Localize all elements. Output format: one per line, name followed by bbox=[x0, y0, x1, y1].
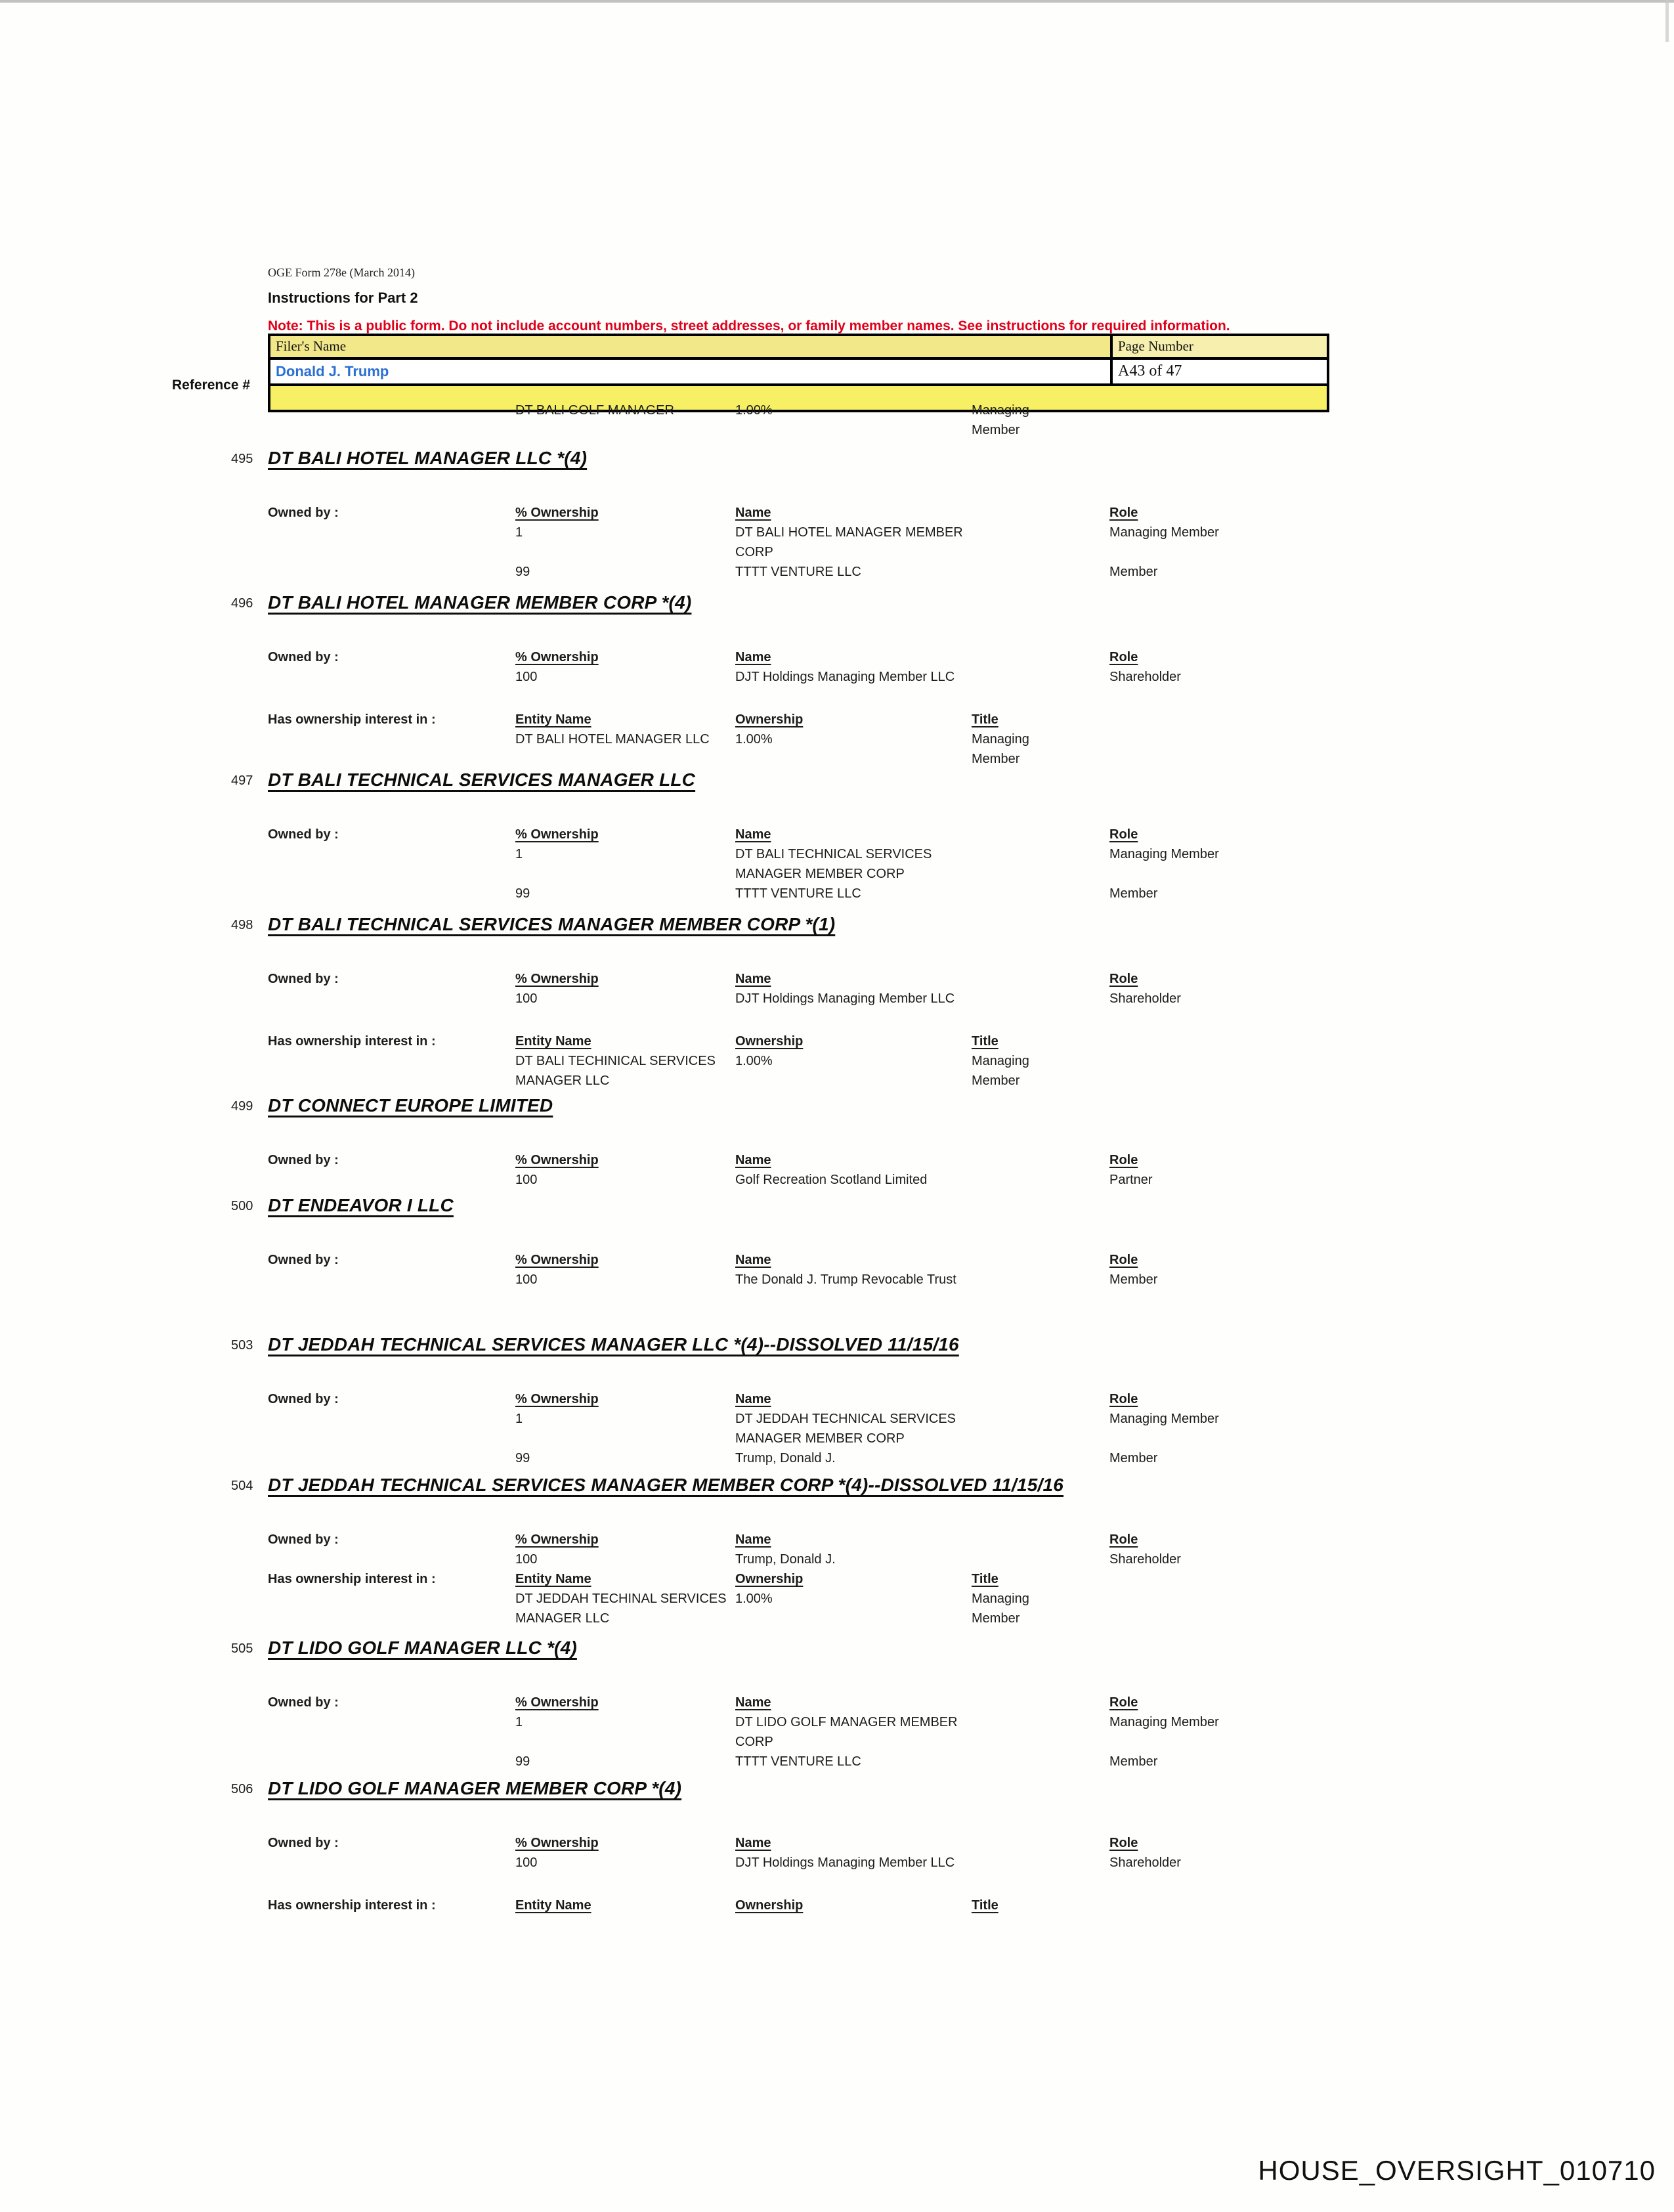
owned-by-label: Owned by : bbox=[268, 1392, 339, 1406]
role-header: Role bbox=[1109, 972, 1138, 986]
name-header: Name bbox=[735, 1836, 771, 1850]
role-cell: Managing Member bbox=[1109, 1715, 1219, 1729]
role-header: Role bbox=[1109, 1153, 1138, 1167]
entity-heading: DT BALI TECHNICAL SERVICES MANAGER LLC bbox=[268, 770, 696, 790]
entity-section-505 bbox=[0, 1637, 1674, 1771]
filer-name-label: Filer's Name bbox=[276, 338, 347, 354]
owner-row bbox=[268, 1409, 1674, 1448]
entity-section-506 bbox=[0, 1778, 1674, 1915]
role-cell: Shareholder bbox=[1109, 670, 1181, 684]
owned-by-header-row bbox=[268, 1389, 1674, 1409]
ownership-cell: 1.00% bbox=[735, 403, 773, 418]
interest-header-row bbox=[268, 1031, 1674, 1051]
has-interest-label: Has ownership interest in : bbox=[268, 1898, 436, 1913]
title-header: Title bbox=[972, 1034, 998, 1049]
owned-by-header-row bbox=[268, 1693, 1674, 1712]
owner-row bbox=[268, 1712, 1674, 1752]
has-interest-label: Has ownership interest in : bbox=[268, 1572, 436, 1586]
ownership-header: Ownership bbox=[735, 1034, 804, 1049]
entity-name-header: Entity Name bbox=[515, 1034, 591, 1049]
owned-by-label: Owned by : bbox=[268, 1532, 339, 1547]
owned-by-label: Owned by : bbox=[268, 1153, 339, 1167]
role-header: Role bbox=[1109, 1836, 1138, 1850]
pct-cell: 1 bbox=[515, 1412, 523, 1426]
owned-by-label: Owned by : bbox=[268, 972, 339, 986]
role-cell: Shareholder bbox=[1109, 1855, 1181, 1870]
role-header: Role bbox=[1109, 1695, 1138, 1710]
continuation-row bbox=[515, 401, 1674, 440]
entity-number: 503 bbox=[231, 1338, 253, 1353]
owned-by-label: Owned by : bbox=[268, 1253, 339, 1267]
owner-row bbox=[268, 1170, 1674, 1190]
entity-name-header: Entity Name bbox=[515, 1898, 591, 1913]
owner-row bbox=[268, 562, 1674, 582]
filer-table-header-row bbox=[270, 336, 1327, 360]
owned-by-header-row bbox=[268, 647, 1674, 667]
section-heading bbox=[231, 914, 1674, 935]
owner-row bbox=[268, 844, 1674, 884]
owner-row bbox=[268, 1270, 1674, 1290]
role-cell: Member bbox=[1109, 1754, 1158, 1769]
interest-header-row bbox=[268, 1569, 1674, 1589]
entity-heading: DT BALI TECHNICAL SERVICES MANAGER MEMBER CORP *(1) bbox=[268, 914, 836, 934]
owned-by-block bbox=[0, 1530, 1674, 1628]
interest-row bbox=[268, 1589, 1674, 1628]
role-cell: Member bbox=[1109, 1451, 1158, 1465]
section-heading bbox=[231, 1475, 1674, 1496]
owned-by-label: Owned by : bbox=[268, 506, 339, 520]
form-id-line: OGE Form 278e (March 2014) bbox=[268, 266, 415, 279]
interest-header-row bbox=[268, 710, 1674, 729]
pct-cell: 1 bbox=[515, 1715, 523, 1729]
section-heading bbox=[231, 1195, 1674, 1216]
entity-number: 497 bbox=[231, 773, 253, 788]
pct-ownership-header: % Ownership bbox=[515, 1253, 599, 1267]
title-header: Title bbox=[972, 1898, 998, 1913]
owner-row bbox=[268, 1448, 1674, 1468]
pct-ownership-header: % Ownership bbox=[515, 1153, 599, 1167]
entity-heading: DT LIDO GOLF MANAGER MEMBER CORP *(4) bbox=[268, 1778, 682, 1798]
role-cell: Managing Member bbox=[1109, 1412, 1219, 1426]
has-interest-label: Has ownership interest in : bbox=[268, 1034, 436, 1049]
role-cell: Partner bbox=[1109, 1173, 1153, 1187]
pct-ownership-header: % Ownership bbox=[515, 1392, 599, 1406]
role-header: Role bbox=[1109, 1532, 1138, 1547]
owned-by-block bbox=[0, 969, 1674, 1091]
pct-cell: 1 bbox=[515, 525, 523, 540]
entity-name-cell: DT JEDDAH TECHINAL SERVICES MANAGER LLC bbox=[515, 1592, 727, 1626]
owned-by-block bbox=[0, 503, 1674, 582]
entity-section-496 bbox=[0, 592, 1674, 769]
pct-cell: 100 bbox=[515, 1552, 538, 1567]
section-heading bbox=[231, 1637, 1674, 1659]
entity-number: 499 bbox=[231, 1099, 253, 1114]
scan-edge-artifact bbox=[1665, 0, 1669, 42]
section-heading bbox=[231, 770, 1674, 791]
owned-by-label: Owned by : bbox=[268, 1836, 339, 1850]
pct-cell: 100 bbox=[515, 991, 538, 1006]
pct-cell: 100 bbox=[515, 670, 538, 684]
name-header: Name bbox=[735, 506, 771, 520]
owner-row bbox=[268, 1550, 1674, 1569]
pct-cell: 1 bbox=[515, 847, 523, 861]
entity-heading: DT ENDEAVOR I LLC bbox=[268, 1195, 454, 1215]
entity-number: 498 bbox=[231, 918, 253, 932]
entity-name-cell: DT BALI HOTEL MANAGER LLC bbox=[515, 732, 710, 747]
entity-number: 495 bbox=[231, 452, 253, 466]
name-header: Name bbox=[735, 1532, 771, 1547]
name-cell: DT JEDDAH TECHNICAL SERVICES MANAGER MEMBER CORP bbox=[735, 1412, 956, 1446]
name-header: Name bbox=[735, 1695, 771, 1710]
public-form-note: Note: This is a public form. Do not include account numbers, street addresses, or family member names. See instructions for required information. bbox=[268, 318, 1230, 334]
name-cell: DJT Holdings Managing Member LLC bbox=[735, 991, 955, 1006]
has-interest-label: Has ownership interest in : bbox=[268, 712, 436, 727]
name-cell: Trump, Donald J. bbox=[735, 1451, 836, 1465]
name-header: Name bbox=[735, 972, 771, 986]
pct-cell: 100 bbox=[515, 1855, 538, 1870]
reference-label: Reference # bbox=[172, 378, 251, 393]
owned-by-header-row bbox=[268, 969, 1674, 989]
entity-name-cell: DT BALI TECHINICAL SERVICES MANAGER LLC bbox=[515, 1054, 716, 1088]
owner-row bbox=[268, 884, 1674, 903]
scan-edge-artifact bbox=[0, 0, 1674, 3]
owned-by-header-row bbox=[268, 503, 1674, 523]
entity-number: 506 bbox=[231, 1782, 253, 1796]
page-number-label: Page Number bbox=[1110, 336, 1327, 357]
pct-ownership-header: % Ownership bbox=[515, 1695, 599, 1710]
role-cell: Shareholder bbox=[1109, 1552, 1181, 1567]
owned-by-header-row bbox=[268, 1250, 1674, 1270]
entity-heading: DT BALI HOTEL MANAGER LLC *(4) bbox=[268, 448, 588, 468]
entity-section-497 bbox=[0, 770, 1674, 903]
name-header: Name bbox=[735, 1153, 771, 1167]
pct-cell: 99 bbox=[515, 565, 530, 579]
entity-name-cell: DT BALI GOLF MANAGER bbox=[515, 403, 674, 418]
owned-by-block bbox=[0, 1250, 1674, 1290]
entity-section-500 bbox=[0, 1195, 1674, 1290]
owner-row bbox=[268, 523, 1674, 562]
entity-section-504 bbox=[0, 1475, 1674, 1628]
role-header: Role bbox=[1109, 1392, 1138, 1406]
owned-by-header-row bbox=[268, 1150, 1674, 1170]
owner-row bbox=[268, 1853, 1674, 1873]
owner-row bbox=[268, 1752, 1674, 1771]
title-header: Title bbox=[972, 712, 998, 727]
owned-by-header-row bbox=[268, 825, 1674, 844]
page-number-value: A43 of 47 bbox=[1110, 360, 1327, 383]
role-cell: Managing Member bbox=[1109, 525, 1219, 540]
pct-ownership-header: % Ownership bbox=[515, 650, 599, 664]
pct-ownership-header: % Ownership bbox=[515, 1836, 599, 1850]
entity-name-header: Entity Name bbox=[515, 1572, 591, 1586]
owned-by-block bbox=[0, 1389, 1674, 1468]
filer-table-value-row bbox=[270, 360, 1327, 386]
role-header: Role bbox=[1109, 827, 1138, 842]
ownership-header: Ownership bbox=[735, 1572, 804, 1586]
title-header: Title bbox=[972, 1572, 998, 1586]
bates-number: HOUSE_OVERSIGHT_010710 bbox=[1258, 2155, 1656, 2186]
section-heading bbox=[231, 592, 1674, 613]
section-heading bbox=[231, 1778, 1674, 1799]
owned-by-block bbox=[0, 1833, 1674, 1915]
title-cell: Managing Member bbox=[972, 1054, 1029, 1088]
continuation-block bbox=[0, 401, 1674, 440]
pct-cell: 99 bbox=[515, 1451, 530, 1465]
ownership-cell: 1.00% bbox=[735, 1054, 773, 1068]
name-cell: The Donald J. Trump Revocable Trust bbox=[735, 1272, 956, 1287]
name-cell: TTTT VENTURE LLC bbox=[735, 886, 861, 901]
name-header: Name bbox=[735, 650, 771, 664]
pct-cell: 100 bbox=[515, 1272, 538, 1287]
name-cell: TTTT VENTURE LLC bbox=[735, 1754, 861, 1769]
entity-number: 504 bbox=[231, 1479, 253, 1493]
name-header: Name bbox=[735, 1253, 771, 1267]
entity-section-498 bbox=[0, 914, 1674, 1091]
entity-section-499 bbox=[0, 1095, 1674, 1190]
owned-by-block bbox=[0, 647, 1674, 769]
pct-cell: 99 bbox=[515, 1754, 530, 1769]
owned-by-block bbox=[0, 1693, 1674, 1771]
entity-name-header: Entity Name bbox=[515, 712, 591, 727]
entity-heading: DT CONNECT EUROPE LIMITED bbox=[268, 1095, 553, 1116]
entity-section-503 bbox=[0, 1334, 1674, 1468]
role-cell: Member bbox=[1109, 565, 1158, 579]
ownership-header: Ownership bbox=[735, 712, 804, 727]
name-cell: TTTT VENTURE LLC bbox=[735, 565, 861, 579]
pct-ownership-header: % Ownership bbox=[515, 1532, 599, 1547]
section-heading bbox=[231, 1095, 1674, 1116]
entity-number: 500 bbox=[231, 1199, 253, 1213]
entity-heading: DT LIDO GOLF MANAGER LLC *(4) bbox=[268, 1637, 577, 1658]
pct-cell: 100 bbox=[515, 1173, 538, 1187]
owned-by-label: Owned by : bbox=[268, 650, 339, 664]
owner-row bbox=[268, 667, 1674, 687]
entity-heading: DT JEDDAH TECHNICAL SERVICES MANAGER LLC *(4)--DISSOLVED 11/15/16 bbox=[268, 1334, 959, 1355]
role-cell: Member bbox=[1109, 1272, 1158, 1287]
section-heading bbox=[231, 448, 1674, 469]
role-cell: Managing Member bbox=[1109, 847, 1219, 861]
owner-row bbox=[268, 989, 1674, 1008]
entity-number: 505 bbox=[231, 1641, 253, 1656]
title-cell: Managing Member bbox=[972, 732, 1029, 766]
name-header: Name bbox=[735, 1392, 771, 1406]
role-cell: Shareholder bbox=[1109, 991, 1181, 1006]
role-header: Role bbox=[1109, 506, 1138, 520]
owned-by-block bbox=[0, 825, 1674, 903]
owned-by-header-row bbox=[268, 1530, 1674, 1550]
entity-heading: DT BALI HOTEL MANAGER MEMBER CORP *(4) bbox=[268, 592, 692, 613]
owned-by-block bbox=[0, 1150, 1674, 1190]
entity-number: 496 bbox=[231, 596, 253, 611]
owned-by-label: Owned by : bbox=[268, 827, 339, 842]
title-cell: Managing Member bbox=[972, 403, 1029, 437]
pct-cell: 99 bbox=[515, 886, 530, 901]
interest-row bbox=[268, 1051, 1674, 1091]
filer-name-value: Donald J. Trump bbox=[276, 363, 389, 380]
ownership-cell: 1.00% bbox=[735, 732, 773, 747]
name-cell: Trump, Donald J. bbox=[735, 1552, 836, 1567]
ownership-cell: 1.00% bbox=[735, 1592, 773, 1606]
name-cell: DT BALI HOTEL MANAGER MEMBER CORP bbox=[735, 525, 963, 559]
role-cell: Member bbox=[1109, 886, 1158, 901]
owned-by-header-row bbox=[268, 1833, 1674, 1853]
name-cell: DT BALI TECHNICAL SERVICES MANAGER MEMBER CORP bbox=[735, 847, 932, 881]
name-cell: DJT Holdings Managing Member LLC bbox=[735, 670, 955, 684]
name-cell: Golf Recreation Scotland Limited bbox=[735, 1173, 928, 1187]
pct-ownership-header: % Ownership bbox=[515, 506, 599, 520]
instructions-title: Instructions for Part 2 bbox=[268, 290, 418, 306]
pct-ownership-header: % Ownership bbox=[515, 972, 599, 986]
name-header: Name bbox=[735, 827, 771, 842]
section-heading bbox=[231, 1334, 1674, 1355]
name-cell: DJT Holdings Managing Member LLC bbox=[735, 1855, 955, 1870]
role-header: Role bbox=[1109, 650, 1138, 664]
interest-row bbox=[268, 729, 1674, 769]
title-cell: Managing Member bbox=[972, 1592, 1029, 1626]
role-header: Role bbox=[1109, 1253, 1138, 1267]
name-cell: DT LIDO GOLF MANAGER MEMBER CORP bbox=[735, 1715, 958, 1749]
interest-header-row bbox=[268, 1896, 1674, 1915]
ownership-header: Ownership bbox=[735, 1898, 804, 1913]
owned-by-label: Owned by : bbox=[268, 1695, 339, 1710]
pct-ownership-header: % Ownership bbox=[515, 827, 599, 842]
entity-section-495 bbox=[0, 448, 1674, 582]
entity-heading: DT JEDDAH TECHNICAL SERVICES MANAGER MEMBER CORP *(4)--DISSOLVED 11/15/16 bbox=[268, 1475, 1064, 1495]
